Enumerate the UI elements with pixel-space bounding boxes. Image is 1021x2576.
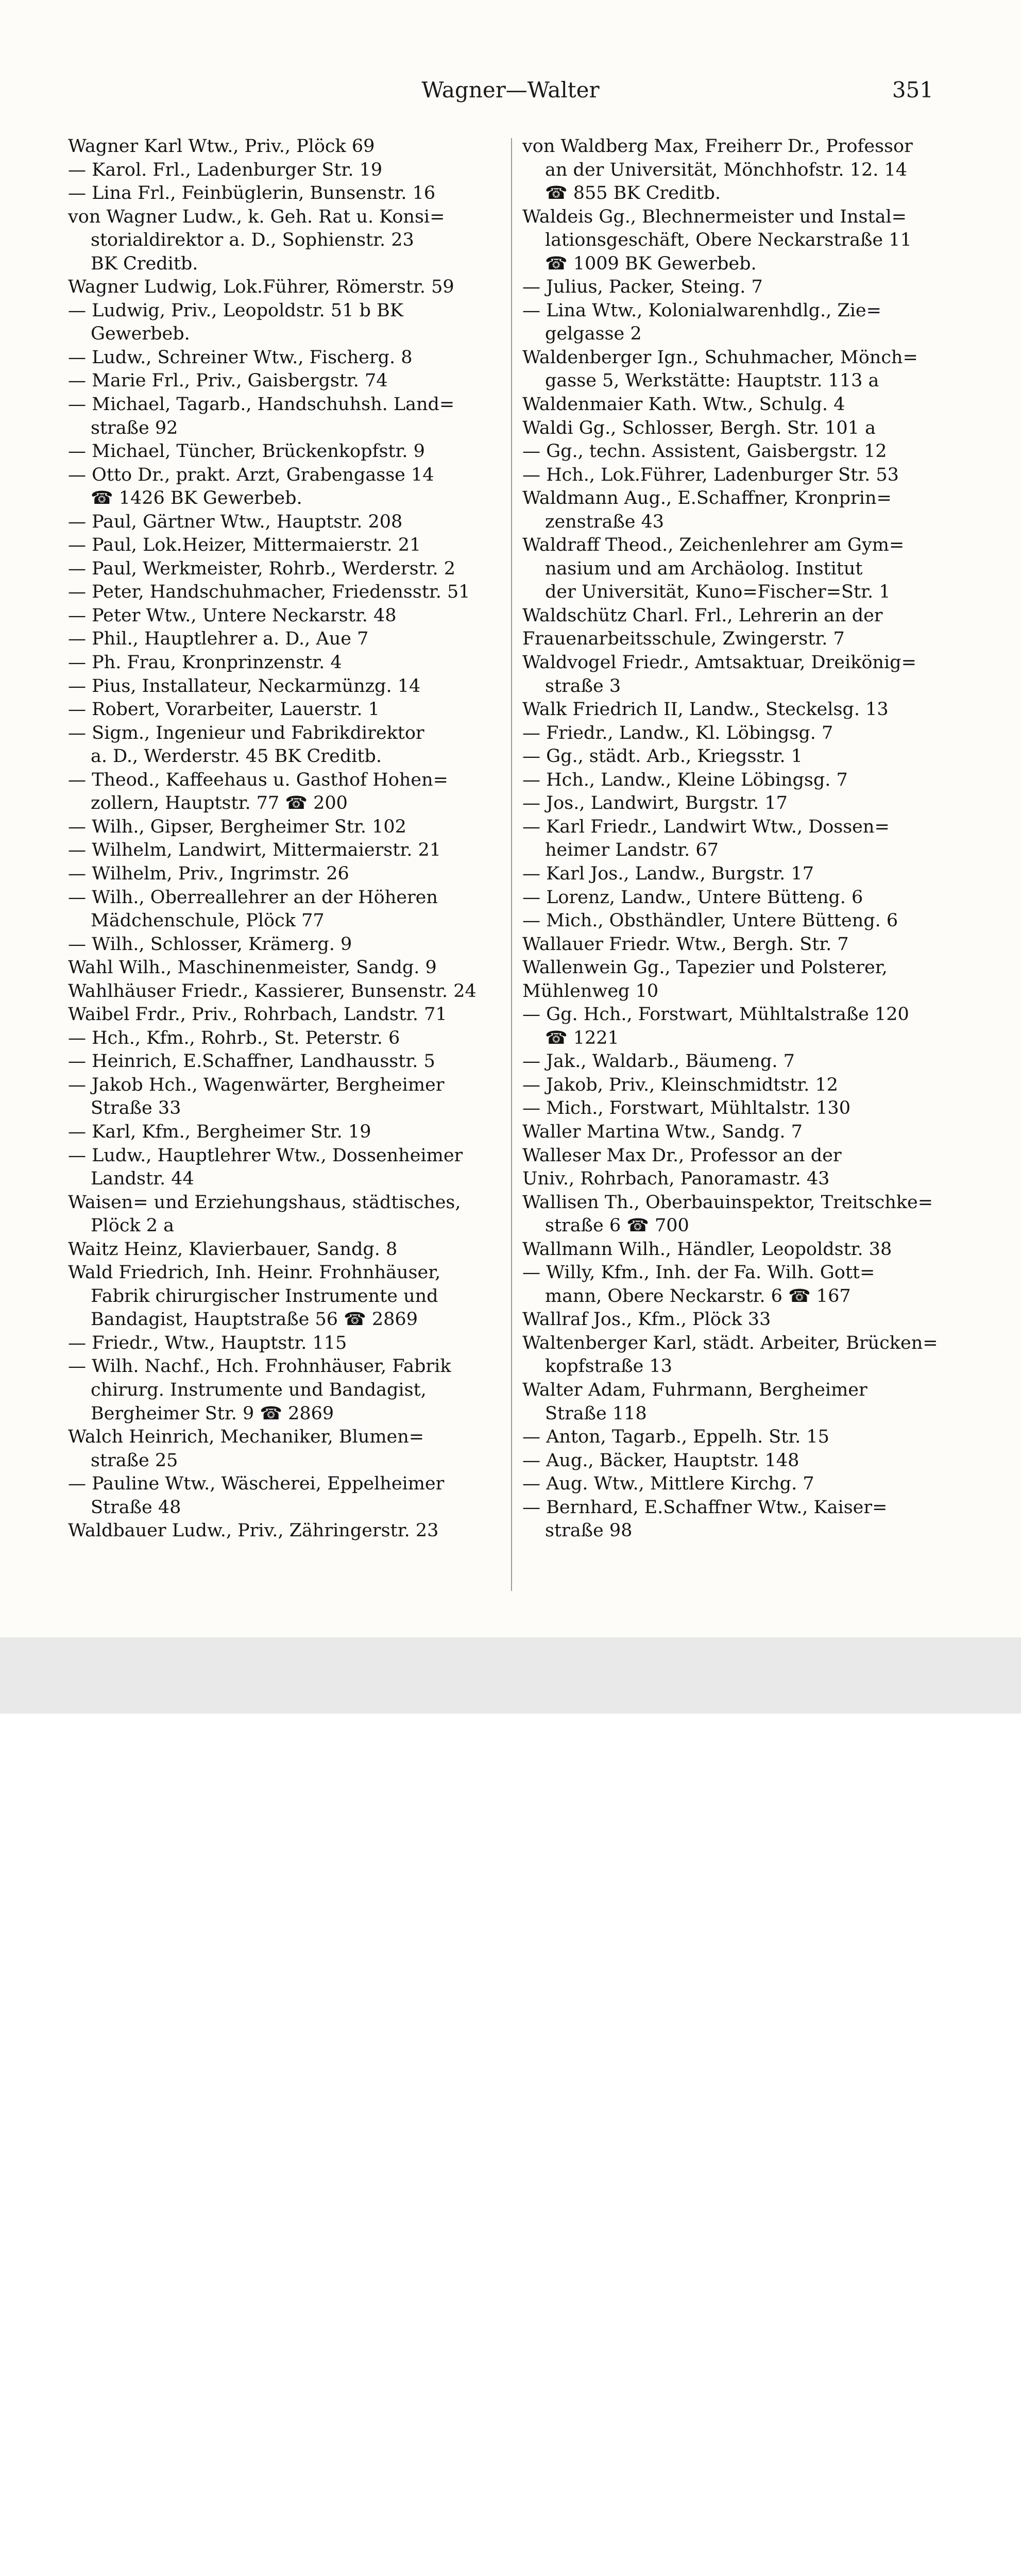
directory-entry-line: Waitz Heinz, Klavierbauer, Sandg. 8 [68,1239,398,1260]
directory-entry-line: Fabrik chirurgischer Instrumente und [91,1285,438,1307]
directory-entry-line: chirurg. Instrumente und Bandagist, [91,1379,427,1400]
directory-entry-line: Bergheimer Str. 9 ☎ 2869 [91,1403,334,1424]
directory-entry-line: Straße 118 [545,1403,647,1424]
directory-entry-line: — Karl Friedr., Landwirt Wtw., Dossen= [522,816,890,837]
directory-entry-line: — Otto Dr., prakt. Arzt, Grabengasse 14 [68,464,434,485]
directory-entry-line: kopfstraße 13 [545,1356,673,1377]
right-column [522,135,956,1543]
footer-bar [0,1637,1021,1714]
directory-entry-line: ☎ 1221 [545,1027,619,1048]
directory-entry-line: — Jakob Hch., Wagenwärter, Bergheimer [68,1074,445,1095]
directory-entry-line: — Hch., Lok.Führer, Ladenburger Str. 53 [522,464,899,485]
directory-entry-line: — Aug. Wtw., Mittlere Kirchg. 7 [522,1473,814,1495]
directory-entry-line: — Aug., Bäcker, Hauptstr. 148 [522,1450,799,1471]
directory-entry-line: ☎ 855 BK Creditb. [545,183,721,204]
directory-entry-line: heimer Landstr. 67 [545,840,719,861]
directory-entry-line: Waldeis Gg., Blechnermeister und Instal= [522,206,907,227]
directory-entry-line: — Paul, Gärtner Wtw., Hauptstr. 208 [68,511,403,532]
directory-entry-line: — Pius, Installateur, Neckarmünzg. 14 [68,675,421,697]
directory-entry-line: — Paul, Werkmeister, Rohrb., Werderstr. 2 [68,558,456,579]
directory-entry-line: — Pauline Wtw., Wäscherei, Eppelheimer [68,1473,445,1495]
directory-entry-line: — Karol. Frl., Ladenburger Str. 19 [68,159,383,180]
directory-entry-line: — Ludw., Hauptlehrer Wtw., Dossenheimer [68,1145,463,1166]
directory-entry-line: — Phil., Hauptlehrer a. D., Aue 7 [68,629,369,650]
directory-entry-line: Waibel Frdr., Priv., Rohrbach, Landstr. 71 [68,1004,447,1025]
directory-entry-line: — Julius, Packer, Steing. 7 [522,277,763,298]
directory-entry-line: — Ph. Frau, Kronprinzenstr. 4 [68,652,342,673]
directory-entry-line: — Michael, Tüncher, Brückenkopfstr. 9 [68,441,425,462]
directory-entry-line: Mädchenschule, Plöck 77 [91,910,325,931]
directory-entry-line: Univ., Rohrbach, Panoramastr. 43 [522,1168,830,1190]
directory-entry-line: Waltenberger Karl, städt. Arbeiter, Brücken= [522,1332,938,1353]
directory-entry-line: — Ludwig, Priv., Leopoldstr. 51 b BK [68,300,403,321]
directory-entry-line: Waldschütz Charl. Frl., Lehrerin an der [522,605,883,626]
directory-entry-line: Wallisen Th., Oberbauinspektor, Treitschke= [522,1192,933,1213]
directory-entry-line: — Karl Jos., Landw., Burgstr. 17 [522,863,814,884]
directory-entry-line: — Robert, Vorarbeiter, Lauerstr. 1 [68,699,380,720]
directory-entry-line: — Jos., Landwirt, Burgstr. 17 [522,793,788,814]
directory-entry-line: — Jak., Waldarb., Bäumeng. 7 [522,1051,795,1072]
directory-entry-line: Waldvogel Friedr., Amtsaktuar, Dreikönig= [522,652,916,673]
directory-entry-line: Mühlenweg 10 [522,980,659,1002]
directory-entry-line: Waldenberger Ign., Schuhmacher, Mönch= [522,347,918,368]
directory-entry-line: Wahl Wilh., Maschinenmeister, Sandg. 9 [68,957,437,978]
directory-entry-line: — Peter, Handschuhmacher, Friedensstr. 51 [68,582,470,603]
directory-entry-line: Wald Friedrich, Inh. Heinr. Frohnhäuser, [68,1262,441,1283]
directory-entry-line: — Hch., Landw., Kleine Löbingsg. 7 [522,769,848,790]
directory-entry-line: — Friedr., Landw., Kl. Löbingsg. 7 [522,722,833,743]
directory-entry-line: straße 3 [545,675,621,697]
directory-entry-line: Waller Martina Wtw., Sandg. 7 [522,1121,803,1142]
directory-entry-line: Waldraff Theod., Zeichenlehrer am Gym= [522,535,905,556]
directory-entry-line: ☎ 1426 BK Gewerbeb. [91,488,302,509]
directory-entry-line: von Waldberg Max, Freiherr Dr., Professor [522,136,913,157]
directory-entry-line: Landstr. 44 [91,1168,194,1190]
directory-entry-line: — Heinrich, E.Schaffner, Landhausstr. 5 [68,1051,435,1072]
directory-entry-line: gelgasse 2 [545,324,642,345]
directory-entry-line: — Wilh., Gipser, Bergheimer Str. 102 [68,816,406,837]
directory-entry-line: Walch Heinrich, Mechaniker, Blumen= [68,1427,424,1448]
directory-entry-line: — Wilh., Schlosser, Krämerg. 9 [68,934,352,955]
directory-entry-line: Waldmann Aug., E.Schaffner, Kronprin= [522,488,892,509]
directory-entry-line: Frauenarbeitsschule, Zwingerstr. 7 [522,629,845,650]
directory-entry-line: — Friedr., Wtw., Hauptstr. 115 [68,1332,347,1353]
left-column [68,135,502,1543]
directory-entry-line: Bandagist, Hauptstraße 56 ☎ 2869 [91,1309,418,1330]
directory-entry-line: nasium und am Archäolog. Institut [545,558,863,579]
directory-entry-line: — Wilh., Oberreallehrer an der Höheren [68,887,438,908]
directory-entry-line: — Lina Frl., Feinbüglerin, Bunsenstr. 16 [68,183,436,204]
directory-entry-line: — Wilhelm, Priv., Ingrimstr. 26 [68,863,349,884]
directory-entry-line: — Ludw., Schreiner Wtw., Fischerg. 8 [68,347,413,368]
directory-entry-line: Wallenwein Gg., Tapezier und Polsterer, [522,957,888,978]
directory-entry-line: Wallmann Wilh., Händler, Leopoldstr. 38 [522,1239,892,1260]
directory-entry-line: zenstraße 43 [545,511,665,532]
directory-entry-line: — Gg. Hch., Forstwart, Mühltalstraße 120 [522,1004,909,1025]
directory-entry-line: ☎ 1009 BK Gewerbeb. [545,253,757,274]
directory-entry-line: lationsgeschäft, Obere Neckarstraße 11 [545,230,912,251]
directory-entry-line: Plöck 2 a [91,1215,175,1236]
directory-entry-line: — Gg., techn. Assistent, Gaisbergstr. 12 [522,441,887,462]
directory-entry-line: Walter Adam, Fuhrmann, Bergheimer [522,1379,867,1400]
directory-entry-line: — Paul, Lok.Heizer, Mittermaierstr. 21 [68,535,421,556]
directory-entry-line: Straße 48 [91,1497,181,1518]
directory-entry-line: storialdirektor a. D., Sophienstr. 23 [91,230,414,251]
directory-entry-line: — Mich., Forstwart, Mühltalstr. 130 [522,1098,850,1119]
directory-entry-line: Wallauer Friedr. Wtw., Bergh. Str. 7 [522,934,849,955]
directory-entry-line: gasse 5, Werkstätte: Hauptstr. 113 a [545,370,879,392]
directory-entry-line: — Bernhard, E.Schaffner Wtw., Kaiser= [522,1497,888,1518]
directory-entry-line: — Michael, Tagarb., Handschuhsh. Land= [68,394,455,415]
directory-entry-line: an der Universität, Mönchhofstr. 12. 14 [545,159,908,180]
directory-entry-line: — Peter Wtw., Untere Neckarstr. 48 [68,605,397,626]
directory-entry-line: Waldbauer Ludw., Priv., Zähringerstr. 23 [68,1520,439,1541]
directory-entry-line: — Wilh. Nachf., Hch. Frohnhäuser, Fabrik [68,1356,451,1377]
directory-entry-line: straße 6 ☎ 700 [545,1215,689,1236]
directory-entry-line: Wahlhäuser Friedr., Kassierer, Bunsenstr. 24 [68,980,477,1002]
directory-entry-line: — Hch., Kfm., Rohrb., St. Peterstr. 6 [68,1027,400,1048]
directory-entry-line: straße 92 [91,417,178,438]
directory-entry-line: mann, Obere Neckarstr. 6 ☎ 167 [545,1285,851,1307]
directory-entry-line: — Sigm., Ingenieur und Fabrikdirektor [68,722,424,743]
page-header-title: Wagner—Walter [421,77,600,103]
directory-entry-line: — Jakob, Priv., Kleinschmidtstr. 12 [522,1074,838,1095]
directory-entry-line: straße 98 [545,1520,633,1541]
directory-entry-line: Walk Friedrich II, Landw., Steckelsg. 13 [522,699,889,720]
directory-entry-line: Waldenmaier Kath. Wtw., Schulg. 4 [522,394,845,415]
directory-entry-line: — Lorenz, Landw., Untere Bütteng. 6 [522,887,863,908]
directory-entry-line: — Gg., städt. Arb., Kriegsstr. 1 [522,746,803,767]
directory-entry-line: Waisen= und Erziehungshaus, städtisches, [68,1192,461,1213]
directory-entry-line: — Willy, Kfm., Inh. der Fa. Wilh. Gott= [522,1262,875,1283]
directory-entry-line: — Mich., Obsthändler, Untere Bütteng. 6 [522,910,898,931]
directory-entry-line: Walleser Max Dr., Professor an der [522,1145,842,1166]
page-number: 351 [892,77,933,103]
directory-entry-line: zollern, Hauptstr. 77 ☎ 200 [91,793,348,814]
directory-entry-line: — Lina Wtw., Kolonialwarenhdlg., Zie= [522,300,881,321]
directory-entry-line: Wagner Karl Wtw., Priv., Plöck 69 [68,136,375,157]
directory-entry-line: von Wagner Ludw., k. Geh. Rat u. Konsi= [68,206,445,227]
directory-entry-line: Waldi Gg., Schlosser, Bergh. Str. 101 a [522,417,876,438]
directory-entry-line: — Karl, Kfm., Bergheimer Str. 19 [68,1121,371,1142]
column-divider [511,138,512,1591]
directory-entry-line: Wallraf Jos., Kfm., Plöck 33 [522,1309,771,1330]
directory-entry-line: a. D., Werderstr. 45 BK Creditb. [91,746,382,767]
directory-entry-line: Gewerbeb. [91,324,190,345]
directory-entry-line: Straße 33 [91,1098,181,1119]
directory-entry-line: — Theod., Kaffeehaus u. Gasthof Hohen= [68,769,448,790]
directory-entry-line: BK Creditb. [91,253,198,274]
directory-entry-line: — Anton, Tagarb., Eppelh. Str. 15 [522,1427,829,1448]
directory-entry-line: der Universität, Kuno=Fischer=Str. 1 [545,582,891,603]
directory-entry-line: straße 25 [91,1450,178,1471]
directory-entry-line: — Wilhelm, Landwirt, Mittermaierstr. 21 [68,840,441,861]
directory-entry-line: Wagner Ludwig, Lok.Führer, Römerstr. 59 [68,277,454,298]
directory-entry-line: — Marie Frl., Priv., Gaisbergstr. 74 [68,370,388,392]
